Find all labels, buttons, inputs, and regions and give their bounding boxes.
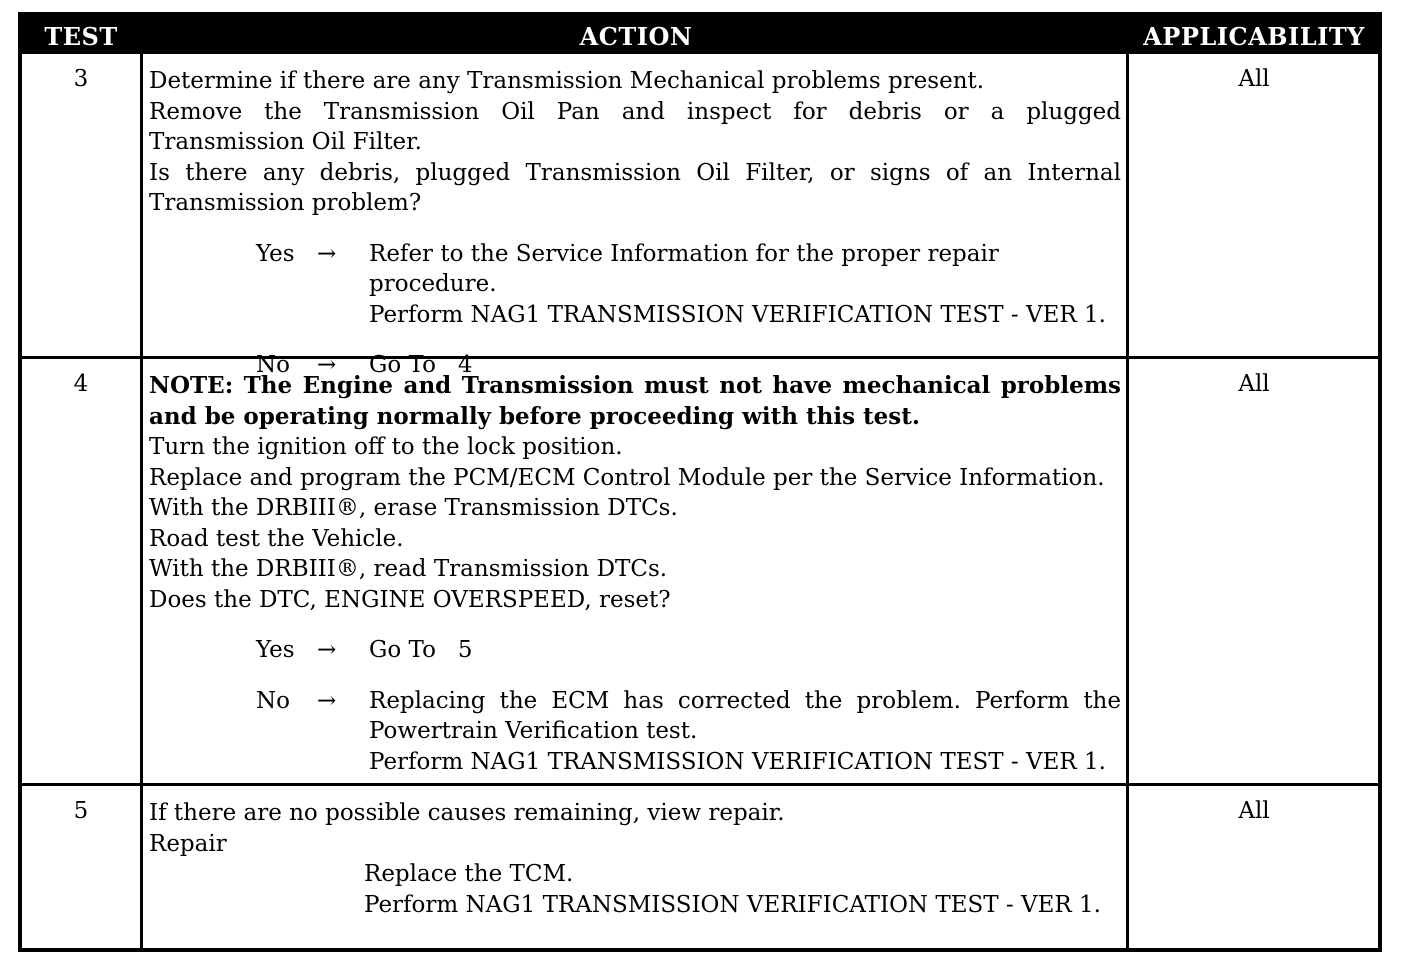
arrow-icon: →: [317, 687, 337, 714]
yes-label: Yes: [256, 240, 295, 267]
note-text: NOTE: The Engine and Transmission must not have mechanical problems and be operating normally before proceeding with this test.: [149, 372, 1121, 430]
action-line: Road test the Vehicle.: [149, 525, 404, 552]
answer-text: Perform NAG1 TRANSMISSION VERIFICATION TEST - VER 1.: [369, 301, 1106, 328]
test-number: 4: [73, 371, 89, 397]
diagnostic-table: [18, 12, 1382, 952]
no-label: No: [256, 352, 290, 378]
table-row: [22, 786, 1378, 948]
action-line: With the DRBIII®, read Transmission DTCs.: [149, 556, 668, 582]
action-cell: [149, 371, 1121, 777]
table-row: [22, 54, 1378, 378]
arrow-icon: →: [317, 352, 337, 378]
answer-text: Replacing the ECM has corrected the problem. Perform the Powertrain Verification test.: [369, 687, 1121, 744]
repair-line: Perform NAG1 TRANSMISSION VERIFICATION TEST - VER 1.: [364, 891, 1101, 918]
action-line: Remove the Transmission Oil Pan and inspect for debris or a plugged Transmission Oil Filter.: [149, 98, 1121, 155]
action-line: If there are no possible causes remaining, view repair.: [149, 800, 785, 826]
applicability-value: All: [1238, 66, 1270, 92]
yes-answer: [149, 635, 1121, 666]
action-line: Is there any debris, plugged Transmission Oil Filter, or signs of an Internal Transmission problem?: [149, 159, 1121, 216]
no-answer: [149, 686, 1121, 778]
action-cell: [149, 798, 1121, 920]
header-test: TEST: [44, 22, 118, 51]
action-line: Replace and program the PCM/ECM Control Module per the Service Information.: [149, 464, 1105, 491]
action-line: Does the DTC, ENGINE OVERSPEED, reset?: [149, 586, 671, 613]
header-action: ACTION: [579, 22, 693, 51]
no-label: No: [256, 687, 290, 714]
repair-line: Replace the TCM.: [364, 861, 574, 887]
applicability-value: All: [1238, 371, 1270, 397]
answer-text: Perform NAG1 TRANSMISSION VERIFICATION TEST - VER 1.: [369, 748, 1106, 775]
repair-label: Repair: [149, 830, 227, 857]
table-row: [22, 359, 1378, 783]
answer-text: Refer to the Service Information for the proper repair procedure.: [369, 240, 999, 297]
test-number: 5: [73, 798, 89, 824]
action-line: With the DRBIII®, erase Transmission DTCs.: [149, 495, 678, 521]
yes-answer: [149, 239, 1121, 331]
answer-text: Go To 4: [369, 352, 473, 378]
table-header: [22, 16, 1378, 54]
applicability-value: All: [1238, 798, 1270, 824]
arrow-icon: →: [317, 637, 337, 663]
answer-text: Go To 5: [369, 637, 473, 663]
header-applicability: APPLICABILITY: [1143, 22, 1365, 51]
action-cell: [149, 66, 1121, 381]
test-number: 3: [73, 66, 89, 92]
arrow-icon: →: [317, 240, 337, 267]
repair-text: [364, 859, 1121, 920]
action-line: Turn the ignition off to the lock position.: [149, 434, 623, 460]
yes-label: Yes: [256, 637, 295, 663]
action-line: Determine if there are any Transmission Mechanical problems present.: [149, 68, 985, 94]
